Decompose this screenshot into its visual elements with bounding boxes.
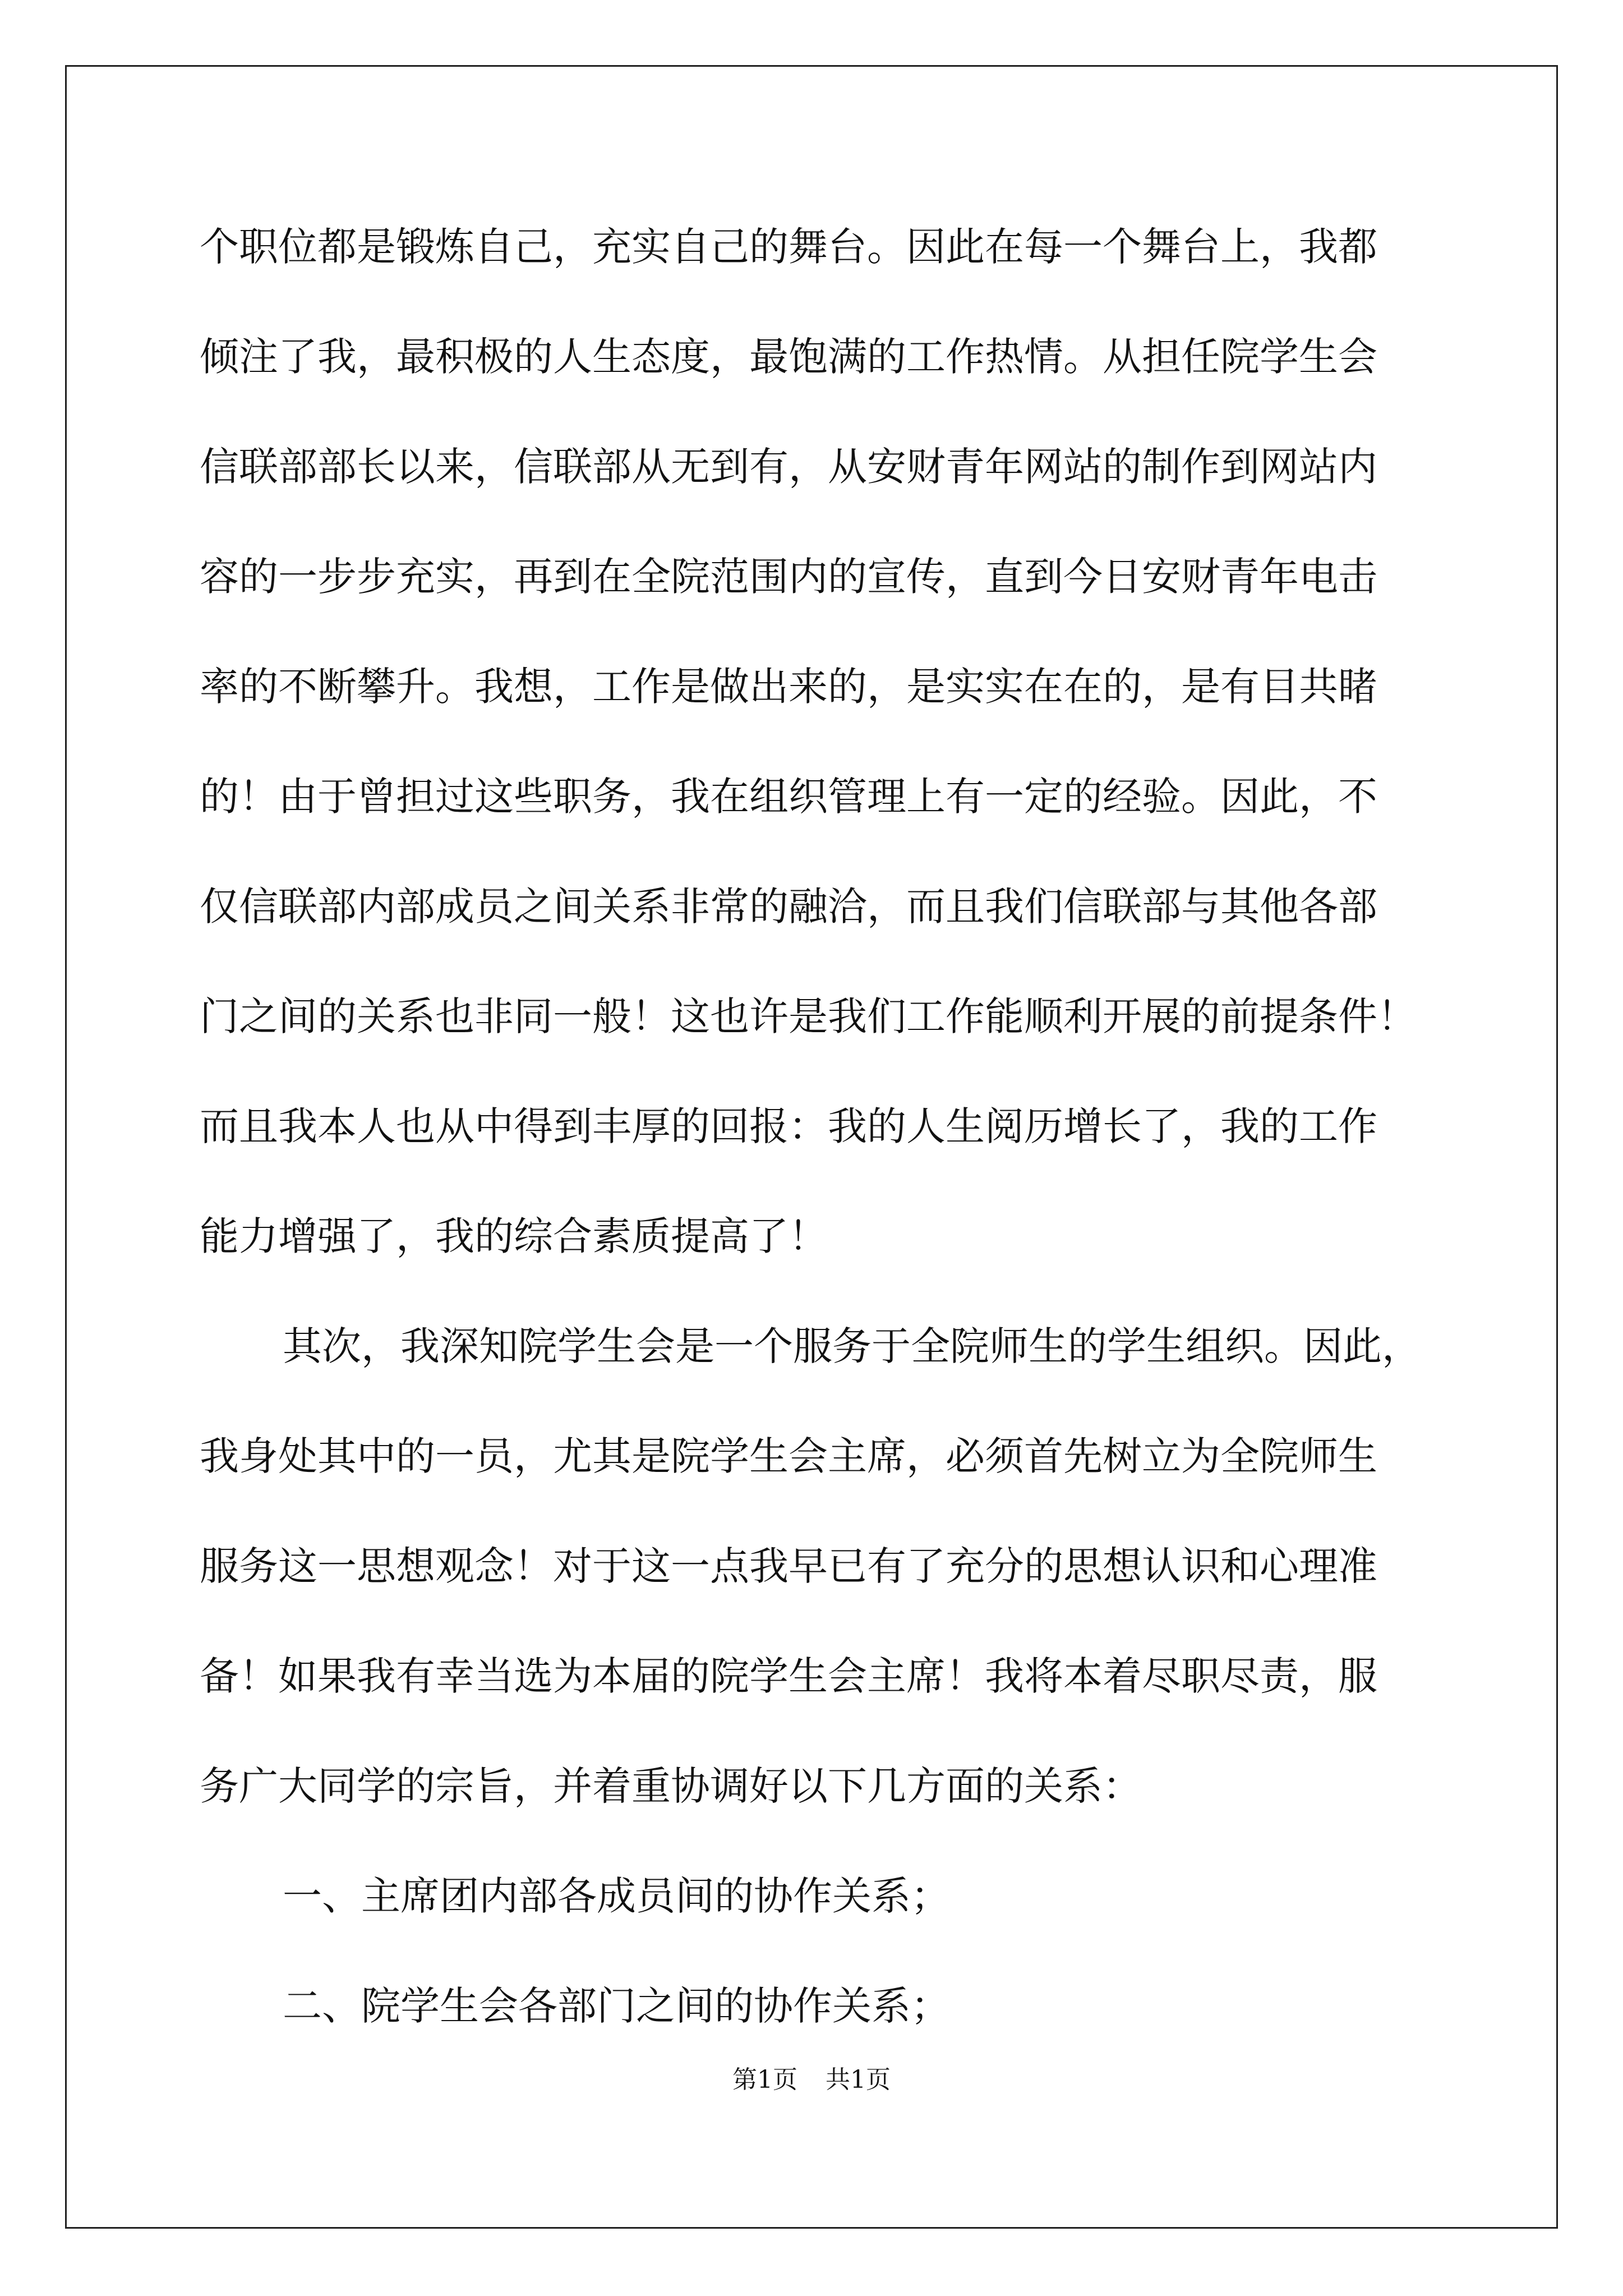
text-line: 而且我本人也从中得到丰厚的回报：我的人生阅历增长了，我的工作 xyxy=(200,1103,1377,1149)
text-line: 仅信联部内部成员之间关系非常的融洽，而且我们信联部与其他各部 xyxy=(200,884,1377,930)
page-footer xyxy=(0,2064,1623,2096)
paragraph-first-line: 其次，我深知院学生会是一个服务于全院师生的学生组织。因此， xyxy=(283,1323,1421,1369)
text-line: 率的不断攀升。我想，工作是做出来的，是实实在在的，是有目共睹 xyxy=(200,664,1377,710)
text-line: 倾注了我，最积极的人生态度，最饱满的工作热情。从担任院学生会 xyxy=(200,334,1377,380)
text-line: 能力增强了，我的综合素质提高了！ xyxy=(200,1213,828,1259)
text-line: 容的一步步充实，再到在全院范围内的宣传，直到今日安财青年电击 xyxy=(200,554,1377,600)
text-line: 服务这一思想观念！对于这一点我早已有了充分的思想认识和心理准 xyxy=(200,1543,1377,1589)
list-item: 二、院学生会各部门之间的协作关系； xyxy=(283,1983,950,2029)
page-number-total: 共1页 xyxy=(826,2065,891,2094)
text-line: 的！由于曾担过这些职务，我在组织管理上有一定的经验。因此，不 xyxy=(200,774,1377,820)
text-line: 我身处其中的一员，尤其是院学生会主席，必须首先树立为全院师生 xyxy=(200,1433,1377,1479)
text-line: 备！如果我有幸当选为本届的院学生会主席！我将本着尽职尽责，服 xyxy=(200,1653,1377,1699)
text-line: 门之间的关系也非同一般！这也许是我们工作能顺利开展的前提条件！ xyxy=(200,993,1417,1039)
text-line: 个职位都是锻炼自己，充实自己的舞台。因此在每一个舞台上，我都 xyxy=(200,224,1377,270)
page-number-current: 第1页 xyxy=(732,2065,797,2094)
text-line: 务广大同学的宗旨，并着重协调好以下几方面的关系： xyxy=(200,1763,1142,1809)
list-item: 一、主席团内部各成员间的协作关系； xyxy=(283,1873,950,1919)
text-line: 信联部部长以来，信联部从无到有，从安财青年网站的制作到网站内 xyxy=(200,444,1377,490)
